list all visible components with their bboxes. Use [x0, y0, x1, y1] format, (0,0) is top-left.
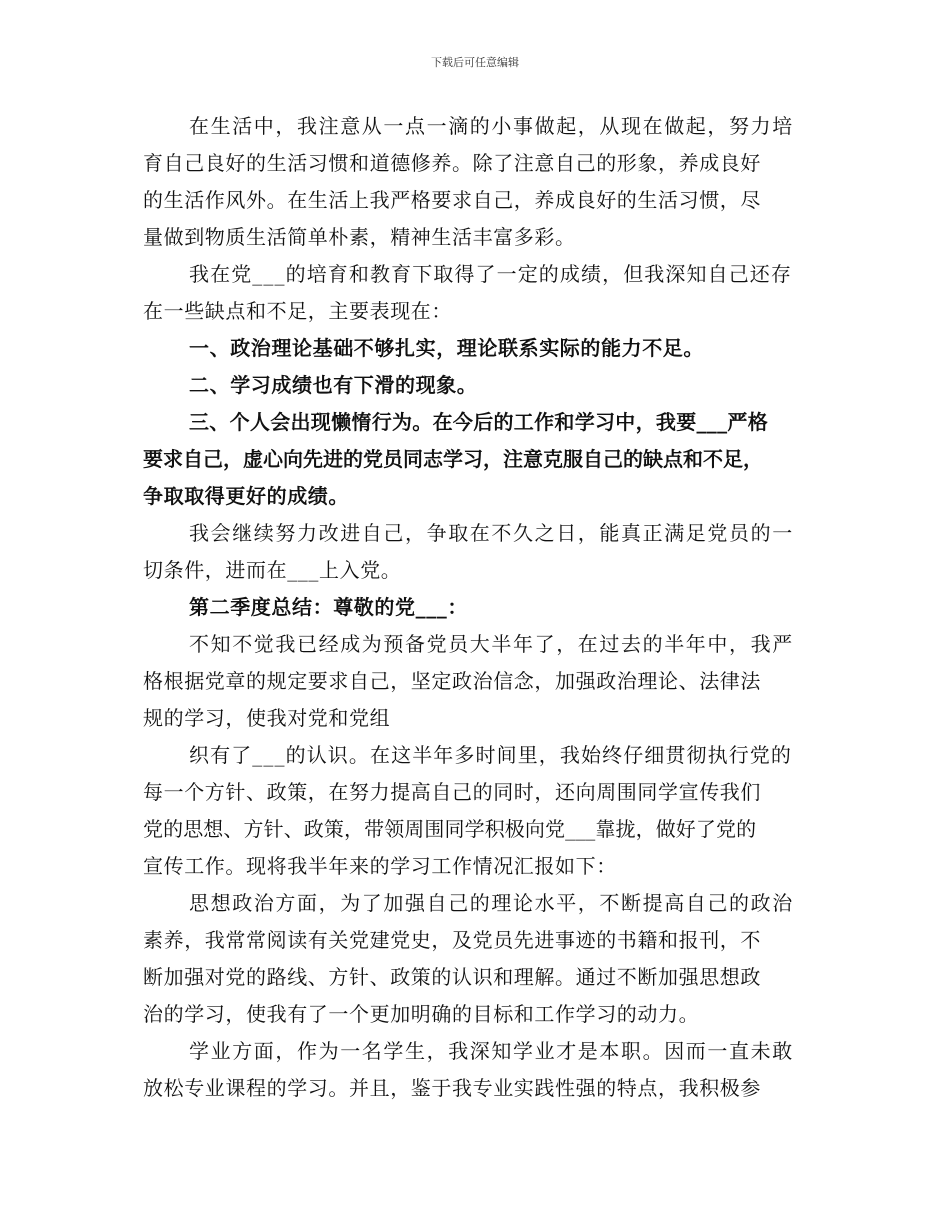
- text-line: 治的学习，使我有了一个更加明确的目标和工作学习的动力。: [143, 1002, 700, 1026]
- page-header: 下载后可任意编辑: [431, 56, 519, 69]
- text-line: 的生活作风外。在生活上我严格要求自己，养成良好的生活习惯，尽: [143, 188, 761, 212]
- text-line: 我会继续努力改进自己，争取在不久之日，能真正满足党员的一: [189, 521, 794, 545]
- text-line: 宣传工作。现将我半年来的学习工作情况汇报如下：: [143, 854, 617, 878]
- text-line: 第二季度总结：尊敬的党___：: [189, 595, 468, 619]
- text-line: 三、个人会出现懒惰行为。在今后的工作和学习中，我要___严格: [189, 410, 768, 434]
- text-line: 争取取得更好的成绩。: [143, 484, 349, 508]
- text-line: 量做到物质生活简单朴素，精神生活丰富多彩。: [143, 225, 576, 249]
- text-line: 格根据党章的规定要求自己，坚定政治信念，加强政治理论、法律法: [143, 669, 761, 693]
- text-line: 织有了___的认识。在这半年多时间里，我始终仔细贯彻执行党的: [189, 743, 792, 767]
- text-line: 断加强对党的路线、方针、政策的认识和理解。通过不断加强思想政: [143, 965, 761, 989]
- text-line: 素养，我常常阅读有关党建党史，及党员先进事迹的书籍和报刊，不: [143, 928, 761, 952]
- text-line: 每一个方针、政策，在努力提高自己的同时，还向周围同学宣传我们: [143, 780, 761, 804]
- text-line: 不知不觉我已经成为预备党员大半年了，在过去的半年中，我严: [189, 632, 794, 656]
- text-line: 放松专业课程的学习。并且，鉴于我专业实践性强的特点，我积极参: [143, 1076, 761, 1100]
- text-line: 规的学习，使我对党和党组: [143, 706, 391, 730]
- document-body: [143, 108, 810, 1107]
- text-line: 一、政治理论基础不够扎实，理论联系实际的能力不足。: [189, 336, 704, 360]
- text-line: 育自己良好的生活习惯和道德修养。除了注意自己的形象，养成良好: [143, 151, 761, 175]
- text-line: 思想政治方面，为了加强自己的理论水平，不断提高自己的政治: [189, 891, 794, 915]
- text-line: 党的思想、方针、政策，带领周围同学积极向党___靠拢，做好了党的: [143, 817, 757, 841]
- text-line: 切条件，进而在___上入党。: [143, 558, 402, 582]
- text-line: 在生活中，我注意从一点一滴的小事做起，从现在做起，努力培: [189, 114, 794, 138]
- text-line: 要求自己，虚心向先进的党员同志学习，注意克服自己的缺点和不足，: [143, 447, 763, 471]
- text-line: 二、学习成绩也有下滑的现象。: [189, 373, 478, 397]
- text-line: 在一些缺点和不足，主要表现在：: [143, 299, 452, 323]
- text-line: 学业方面，作为一名学生，我深知学业才是本职。因而一直未敢: [189, 1039, 794, 1063]
- text-line: 我在党___的培育和教育下取得了一定的成绩，但我深知自己还存: [189, 262, 792, 286]
